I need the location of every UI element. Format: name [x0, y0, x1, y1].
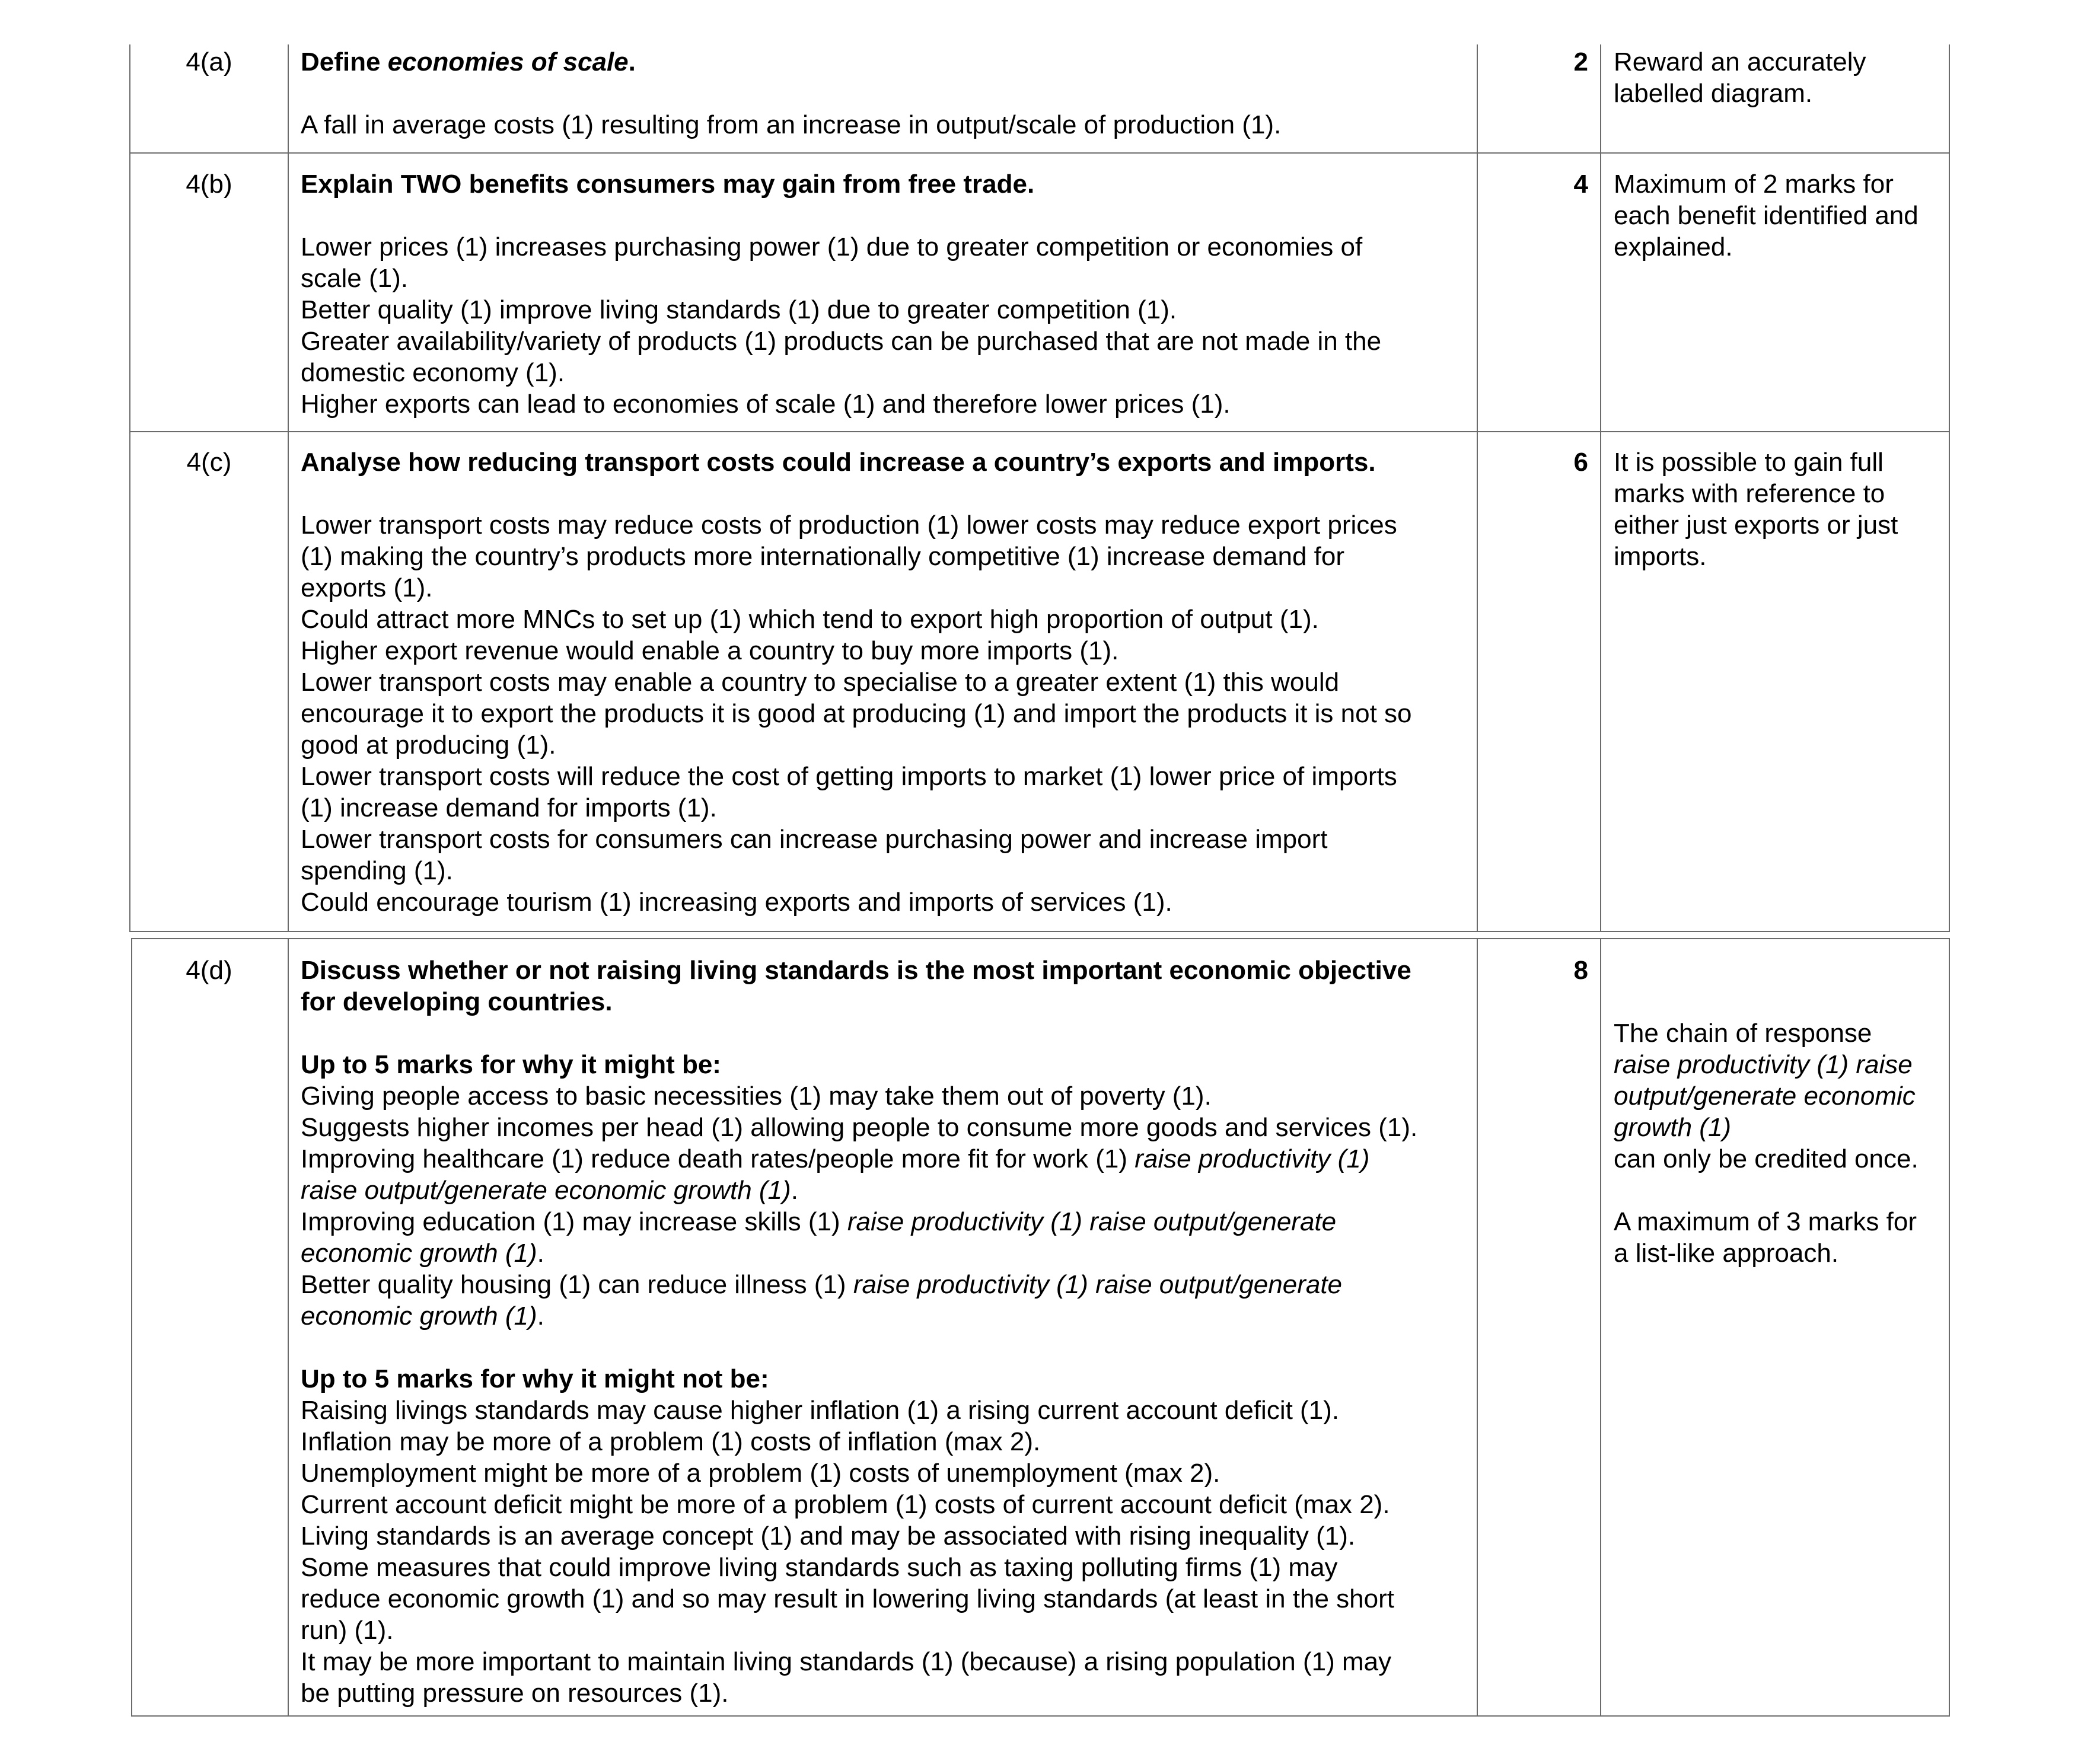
text-line — [1614, 1112, 1946, 1143]
text-run: domestic economy (1). — [301, 358, 565, 387]
text-line — [301, 572, 1472, 604]
text-run: spending (1). — [301, 856, 453, 885]
text-line — [301, 729, 1472, 761]
text-line — [301, 357, 1472, 388]
text-run: imports. — [1614, 542, 1707, 571]
text-line — [301, 1175, 1472, 1206]
text-run: Lower transport costs may enable a country to specialise to a greater extent (1) this would — [301, 668, 1340, 697]
text-run: Greater availability/variety of products (1) products can be purchased that are not made in the — [301, 327, 1382, 356]
text-line — [301, 1112, 1472, 1143]
text-run: Discuss whether or not raising living standards is the most important economic objective — [301, 956, 1411, 985]
text-run: Explain TWO benefits consumers may gain from free trade. — [301, 170, 1035, 199]
text-line — [301, 1583, 1472, 1615]
text-run: raise productivity (1) — [1134, 1144, 1370, 1173]
question-number: 4(c) — [186, 448, 232, 477]
text-line — [301, 1677, 1472, 1709]
question-cell — [301, 446, 1472, 918]
text-line — [301, 1426, 1472, 1457]
text-line — [301, 1520, 1472, 1552]
text-run: . — [791, 1176, 798, 1205]
section-heading-against: Up to 5 marks for why it might not be: — [301, 1364, 769, 1393]
text-line — [301, 231, 1472, 263]
answer-text — [301, 109, 1472, 141]
text-line — [301, 855, 1472, 886]
text-line — [1614, 1206, 1946, 1237]
text-line — [1614, 231, 1946, 263]
question-text — [301, 168, 1472, 200]
answer-text-against — [301, 1395, 1472, 1709]
text-run: Reward an accurately — [1614, 47, 1866, 76]
section-heading-for: Up to 5 marks for why it might be: — [301, 1050, 721, 1079]
text-run: Could attract more MNCs to set up (1) which tend to export high proportion of output (1). — [301, 605, 1319, 634]
text-run: Could encourage tourism (1) increasing exports and imports of services (1). — [301, 888, 1172, 917]
text-line — [301, 792, 1472, 824]
text-line — [301, 1457, 1472, 1489]
text-line — [1614, 1017, 1946, 1049]
text-run: reduce economic growth (1) and so may result in lowering living standards (at least in the short — [301, 1584, 1395, 1613]
text-run: can only be credited once. — [1614, 1144, 1919, 1173]
text-line — [301, 109, 1472, 141]
text-run: (1) increase demand for imports (1). — [301, 793, 717, 822]
text-run: Lower prices (1) increases purchasing power (1) due to greater competition or economies of — [301, 232, 1363, 261]
answer-text — [301, 509, 1472, 918]
guidance-text — [1614, 168, 1946, 263]
text-line — [301, 1300, 1472, 1332]
text-run: economic growth (1) — [301, 1239, 537, 1268]
text-run: Higher exports can lead to economies of scale (1) and therefore lower prices (1). — [301, 390, 1231, 419]
marks-value: 6 — [1573, 448, 1588, 477]
text-line — [301, 294, 1472, 326]
question-number: 4(b) — [186, 170, 232, 199]
text-run: A maximum of 3 marks for — [1614, 1207, 1917, 1236]
answer-text — [301, 231, 1472, 420]
text-run: Maximum of 2 marks for — [1614, 170, 1894, 199]
text-run: Define — [301, 47, 388, 76]
question-cell — [301, 955, 1472, 1709]
text-line — [1614, 509, 1946, 541]
text-line — [301, 604, 1472, 635]
text-run: Improving education (1) may increase skills (1) — [301, 1207, 847, 1236]
text-run: Lower transport costs will reduce the cost of getting imports to market (1) lower price of imports — [301, 762, 1397, 791]
text-line — [301, 955, 1472, 986]
text-run: raise productivity (1) raise — [1614, 1050, 1913, 1079]
text-run: Inflation may be more of a problem (1) costs of inflation (max 2). — [301, 1427, 1041, 1456]
text-run: encourage it to export the products it is good at producing (1) and import the products it is not so — [301, 699, 1412, 728]
text-run: Improving healthcare (1) reduce death rates/people more fit for work (1) — [301, 1144, 1135, 1173]
text-line — [301, 388, 1472, 420]
text-run: scale (1). — [301, 264, 408, 293]
text-line — [1614, 478, 1946, 509]
text-run: economies of scale — [387, 47, 629, 76]
text-line — [301, 1237, 1472, 1269]
text-run: Current account deficit might be more of a problem (1) costs of current account deficit (max 2). — [301, 1490, 1390, 1519]
text-line — [301, 1646, 1472, 1677]
text-line — [1614, 1143, 1946, 1175]
text-line — [1614, 541, 1946, 572]
text-run: either just exports or just — [1614, 511, 1898, 540]
text-run: marks with reference to — [1614, 479, 1885, 508]
text-run: explained. — [1614, 232, 1733, 261]
guidance-text — [1614, 446, 1946, 572]
text-run: economic growth (1) — [301, 1302, 537, 1331]
text-line — [1614, 446, 1946, 478]
question-number: 4(a) — [186, 47, 232, 76]
text-line — [1614, 1080, 1946, 1112]
text-line — [301, 1615, 1472, 1646]
text-run: . — [537, 1239, 544, 1268]
text-run: The chain of response — [1614, 1019, 1872, 1048]
text-run: run) (1). — [301, 1616, 394, 1645]
guidance-text — [1614, 1017, 1946, 1269]
question-number: 4(d) — [186, 956, 232, 985]
text-run: raise output/generate economic growth (1) — [301, 1176, 791, 1205]
text-run: Suggests higher incomes per head (1) allowing people to consume more goods and services (1). — [301, 1113, 1418, 1142]
text-line — [301, 698, 1472, 729]
text-run: Better quality (1) improve living standards (1) due to greater competition (1). — [301, 295, 1177, 324]
text-run: (1) making the country’s products more internationally competitive (1) increase demand for — [301, 542, 1344, 571]
text-run: be putting pressure on resources (1). — [301, 1679, 729, 1708]
text-run: each benefit identified and — [1614, 201, 1919, 230]
text-line — [301, 1552, 1472, 1583]
marks-value: 4 — [1573, 170, 1588, 199]
text-line — [301, 666, 1472, 698]
text-line — [301, 1395, 1472, 1426]
question-text — [301, 446, 1472, 478]
question-cell — [301, 46, 1472, 141]
text-run: Analyse how reducing transport costs could increase a country’s exports and imports. — [301, 448, 1376, 477]
text-run: raise productivity (1) raise output/generate — [847, 1207, 1337, 1236]
text-run: growth (1) — [1614, 1113, 1732, 1142]
text-run: Lower transport costs for consumers can increase purchasing power and increase import — [301, 825, 1328, 854]
text-run: good at producing (1). — [301, 731, 556, 760]
text-run: Some measures that could improve living standards such as taxing polluting firms (1) may — [301, 1553, 1338, 1582]
text-line — [1614, 200, 1946, 231]
text-line — [301, 263, 1472, 294]
text-run: Lower transport costs may reduce costs of production (1) lower costs may reduce export prices — [301, 511, 1397, 540]
text-line — [301, 986, 1472, 1017]
text-line — [301, 541, 1472, 572]
text-run: Living standards is an average concept (1) and may be associated with rising inequality (1). — [301, 1521, 1356, 1551]
text-line — [301, 824, 1472, 855]
text-line — [301, 1080, 1472, 1112]
text-run: Higher export revenue would enable a country to buy more imports (1). — [301, 636, 1119, 665]
text-run: It may be more important to maintain living standards (1) (because) a rising population (1) may — [301, 1647, 1392, 1676]
text-run: output/generate economic — [1614, 1082, 1916, 1111]
text-run: Better quality housing (1) can reduce illness (1) — [301, 1270, 853, 1299]
text-line — [301, 1206, 1472, 1237]
text-run: Unemployment might be more of a problem (1) costs of unemployment (max 2). — [301, 1459, 1220, 1488]
text-run: . — [628, 47, 636, 76]
text-run: labelled diagram. — [1614, 79, 1813, 108]
text-line — [1614, 1049, 1946, 1080]
text-line — [301, 326, 1472, 357]
question-text — [301, 46, 1472, 78]
text-line — [1614, 46, 1946, 78]
marks-value: 2 — [1573, 47, 1588, 76]
text-line — [1614, 1237, 1946, 1269]
marks-value: 8 — [1573, 956, 1588, 985]
text-line — [301, 1143, 1472, 1175]
text-run: for developing countries. — [301, 987, 613, 1016]
text-line — [301, 1489, 1472, 1520]
text-line — [1614, 1175, 1946, 1206]
text-run: a list-like approach. — [1614, 1239, 1839, 1268]
text-line — [301, 509, 1472, 541]
question-cell — [301, 168, 1472, 420]
text-run: A fall in average costs (1) resulting from an increase in output/scale of production (1). — [301, 110, 1282, 139]
text-run: raise productivity (1) raise output/generate — [853, 1270, 1343, 1299]
text-run: . — [537, 1302, 544, 1331]
text-run: It is possible to gain full — [1614, 448, 1884, 477]
question-text — [301, 955, 1472, 1017]
text-line — [301, 886, 1472, 918]
guidance-text — [1614, 46, 1946, 109]
text-run: Raising livings standards may cause higher inflation (1) a rising current account deficit (1). — [301, 1396, 1340, 1425]
text-run: exports (1). — [301, 573, 433, 602]
text-run: Giving people access to basic necessities (1) may take them out of poverty (1). — [301, 1082, 1212, 1111]
text-line — [301, 635, 1472, 666]
answer-text-for — [301, 1080, 1472, 1332]
text-line — [1614, 168, 1946, 200]
text-line — [301, 1269, 1472, 1300]
text-line — [1614, 78, 1946, 109]
text-line — [301, 761, 1472, 792]
